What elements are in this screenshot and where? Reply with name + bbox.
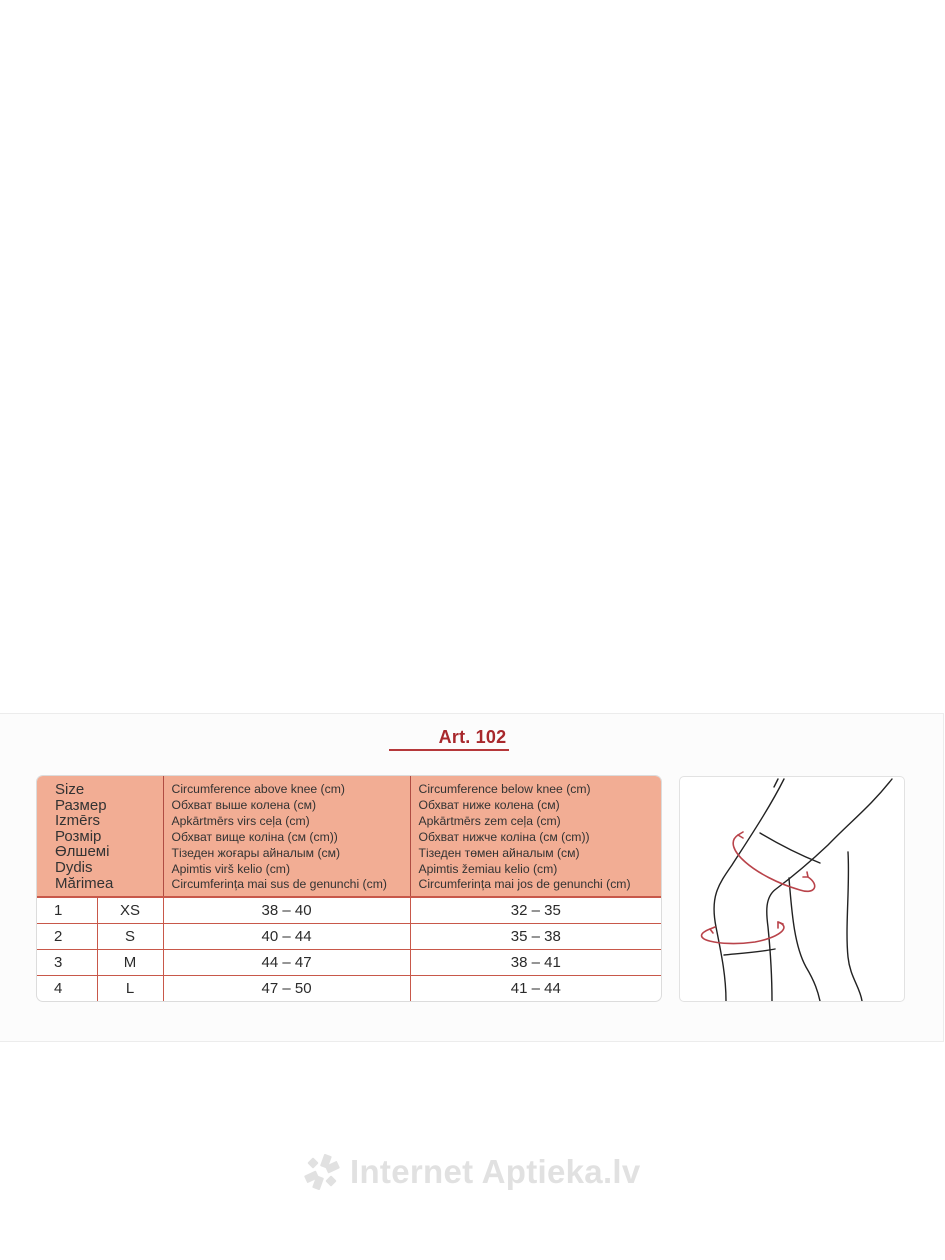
pharmacy-logo-icon — [303, 1153, 341, 1191]
below-label: Обхват нижче коліна (см (cm)) — [418, 829, 590, 844]
size-code: L — [97, 976, 163, 1001]
table-row — [37, 976, 661, 1001]
above-label: Тізеден жоғары айналым (см) — [171, 845, 341, 860]
above-label: Обхват вище коліна (см (cm)) — [171, 829, 338, 844]
table-row — [37, 924, 661, 950]
below-knee-range: 38 – 41 — [410, 950, 661, 976]
above-label: Apkārtmērs virs ceļa (cm) — [171, 813, 310, 828]
below-label: Тізеден төмен айналым (см) — [418, 845, 580, 860]
size-label: Розмір — [55, 827, 102, 845]
size-code: S — [97, 924, 163, 950]
table-row — [37, 897, 661, 924]
above-label: Circumferința mai sus de genunchi (cm) — [171, 877, 387, 892]
size-number: 4 — [54, 980, 63, 998]
knee-diagram — [679, 776, 905, 1002]
size-label: Size — [55, 781, 85, 798]
size-number: 3 — [37, 950, 97, 976]
below-label: Circumferința mai jos de genunchi (cm) — [418, 877, 631, 892]
below-knee-range: 35 – 38 — [410, 924, 661, 950]
header-below-knee — [410, 776, 661, 897]
size-label: Размер — [55, 796, 107, 814]
article-title: Art. 102 — [438, 727, 507, 747]
size-label: Dydis — [55, 858, 93, 876]
below-label: Apimtis žemiau kelio (cm) — [418, 861, 558, 876]
above-knee-range: 40 – 44 — [163, 924, 410, 950]
size-number: 2 — [37, 924, 97, 950]
below-knee-range: 41 – 44 — [410, 976, 661, 1001]
above-label: Circumference above knee (cm) — [171, 782, 345, 796]
watermark — [303, 1150, 641, 1194]
size-code: M — [97, 950, 163, 976]
title-underline — [389, 749, 509, 751]
table-header-row — [37, 776, 661, 897]
above-label: Apimtis virš kelio (cm) — [171, 861, 291, 876]
size-label: Өлшемі — [55, 843, 110, 861]
above-knee-range: 44 – 47 — [163, 950, 410, 976]
size-label: Izmērs — [55, 812, 100, 830]
above-label: Обхват выше колена (см) — [171, 797, 317, 812]
below-knee-range: 32 – 35 — [410, 897, 661, 924]
size-label: Mărimea — [55, 874, 114, 892]
above-knee-range: 38 – 40 — [163, 897, 410, 924]
below-label: Обхват ниже колена (см) — [418, 797, 560, 812]
watermark-text: Internet Aptieka.lv — [350, 1153, 641, 1190]
above-knee-range: 47 – 50 — [163, 976, 410, 1001]
table-row — [37, 950, 661, 976]
size-table — [37, 776, 661, 1001]
size-code: XS — [97, 897, 163, 924]
knee-measurement-diagram-icon — [680, 777, 904, 1001]
size-number: 1 — [37, 897, 97, 924]
below-label: Apkārtmērs zem ceļa (cm) — [418, 813, 561, 828]
header-above-knee — [163, 776, 410, 897]
header-size — [37, 776, 163, 897]
below-label: Circumference below knee (cm) — [418, 782, 591, 796]
